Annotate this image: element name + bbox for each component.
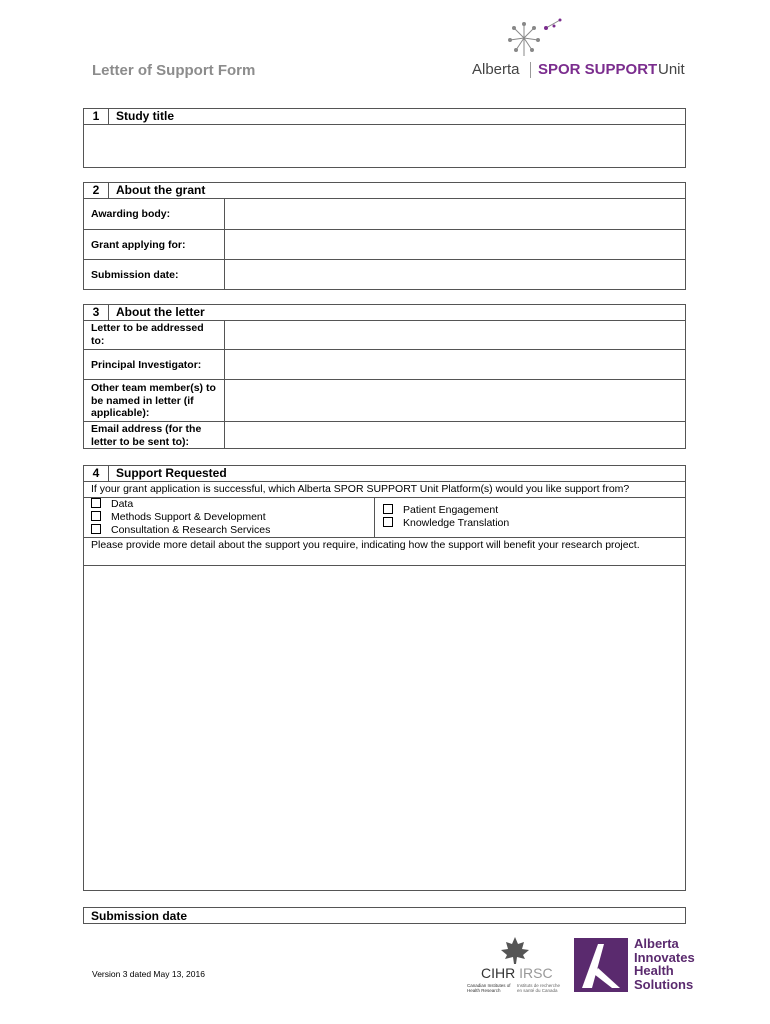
support-detail-field[interactable] bbox=[84, 566, 685, 890]
team-members-row bbox=[84, 380, 685, 422]
section-number: 3 bbox=[84, 305, 109, 320]
section-submission-date bbox=[83, 907, 686, 924]
form-title: Letter of Support Form bbox=[92, 62, 256, 79]
platform-question: If your grant application is successful, which Alberta SPOR SUPPORT Unit Platform(s) would you like support from? bbox=[91, 483, 630, 495]
submission-date-title: Submission date bbox=[91, 909, 188, 923]
dandelion-icon bbox=[502, 14, 572, 62]
option-data[interactable] bbox=[91, 498, 270, 511]
section-number: 4 bbox=[84, 466, 109, 481]
team-members-label: Other team member(s) to be named in letter (if applicable): bbox=[91, 382, 216, 419]
section-header bbox=[84, 183, 685, 199]
detail-prompt-row bbox=[84, 538, 685, 566]
principal-investigator-label: Principal Investigator: bbox=[91, 359, 202, 371]
option-label: Knowledge Translation bbox=[403, 517, 510, 529]
addressed-to-label: Letter to be addressed to: bbox=[91, 322, 204, 347]
principal-investigator-field[interactable] bbox=[225, 350, 685, 379]
addressed-to-row bbox=[84, 321, 685, 350]
option-label: Methods Support & Development bbox=[111, 511, 266, 523]
section-number: 1 bbox=[84, 109, 109, 124]
detail-prompt: Please provide more detail about the support you require, indicating how the support will benefit your research project. bbox=[91, 539, 640, 551]
grant-applying-label: Grant applying for: bbox=[91, 239, 186, 251]
awarding-body-label: Awarding body: bbox=[91, 208, 171, 220]
section-header bbox=[84, 466, 685, 482]
section-title: Support Requested bbox=[116, 466, 227, 480]
option-label: Data bbox=[111, 498, 134, 510]
option-label: Patient Engagement bbox=[403, 504, 499, 516]
alberta-innovates-mark-icon bbox=[574, 938, 628, 992]
maple-leaf-icon bbox=[495, 935, 535, 965]
logo-spor-text: SPOR SUPPORT bbox=[538, 61, 658, 78]
awarding-body-field[interactable] bbox=[225, 199, 685, 229]
grant-applying-row bbox=[84, 230, 685, 260]
email-address-row bbox=[84, 422, 685, 449]
section-support-requested bbox=[83, 465, 686, 891]
study-title-field[interactable] bbox=[84, 125, 685, 167]
irsc-text: IRSC bbox=[519, 965, 553, 981]
option-patient-engagement[interactable] bbox=[383, 504, 509, 517]
patient-engagement-checkbox[interactable] bbox=[383, 504, 393, 514]
ai-line2: Innovates bbox=[634, 949, 695, 965]
section-about-grant bbox=[83, 182, 686, 290]
submission-date-row bbox=[84, 260, 685, 290]
awarding-body-row bbox=[84, 199, 685, 230]
cihr-logo bbox=[467, 935, 567, 997]
email-address-field[interactable] bbox=[225, 422, 685, 449]
section-number: 2 bbox=[84, 183, 109, 198]
team-members-field[interactable] bbox=[225, 380, 685, 421]
options-right bbox=[383, 504, 509, 530]
ai-line1: Alberta bbox=[634, 936, 679, 951]
section-about-letter bbox=[83, 304, 686, 449]
alberta-innovates-logo bbox=[574, 938, 704, 992]
knowledge-translation-checkbox[interactable] bbox=[383, 517, 393, 527]
option-methods[interactable] bbox=[91, 511, 270, 524]
section-title: About the letter bbox=[116, 305, 205, 319]
logo-divider bbox=[530, 62, 531, 78]
submission-date-field[interactable] bbox=[225, 260, 685, 290]
cihr-en-text: Canadian Institutes of Health Research bbox=[467, 983, 511, 993]
option-label: Consultation & Research Services bbox=[111, 524, 271, 536]
option-consultation[interactable] bbox=[91, 524, 270, 537]
ai-line3: Health bbox=[634, 963, 674, 978]
data-checkbox[interactable] bbox=[91, 498, 101, 508]
option-knowledge-translation[interactable] bbox=[383, 517, 509, 530]
alberta-spor-logo bbox=[472, 14, 702, 84]
section-title: About the grant bbox=[116, 183, 206, 197]
platform-options-row bbox=[84, 498, 685, 538]
submission-date-label: Submission date: bbox=[91, 269, 179, 281]
logo-alberta-text: Alberta bbox=[472, 61, 520, 78]
section-header bbox=[84, 305, 685, 321]
version-text: Version 3 dated May 13, 2016 bbox=[92, 969, 205, 979]
logo-unit-text: Unit bbox=[658, 61, 685, 78]
cihr-fr-text: Instituts de recherche en santé du Canada bbox=[517, 983, 561, 993]
platform-question-row bbox=[84, 482, 685, 498]
methods-checkbox[interactable] bbox=[91, 511, 101, 521]
section-study-title bbox=[83, 108, 686, 168]
cihr-text: CIHR bbox=[481, 965, 516, 981]
column-divider bbox=[374, 498, 375, 537]
ai-line4: Solutions bbox=[634, 976, 694, 992]
options-left bbox=[91, 498, 270, 537]
section-header bbox=[84, 109, 685, 125]
consultation-checkbox[interactable] bbox=[91, 524, 101, 534]
section-title: Study title bbox=[116, 109, 175, 123]
email-address-label: Email address (for the letter to be sent to): bbox=[91, 423, 202, 448]
grant-applying-field[interactable] bbox=[225, 230, 685, 259]
principal-investigator-row bbox=[84, 350, 685, 380]
addressed-to-field[interactable] bbox=[225, 321, 685, 349]
